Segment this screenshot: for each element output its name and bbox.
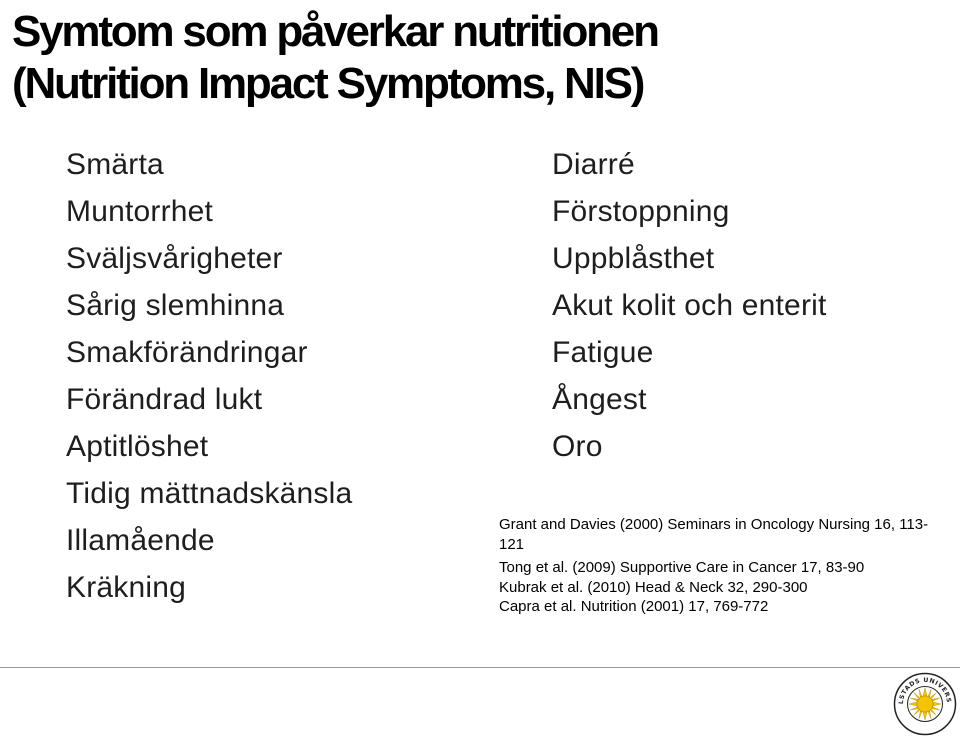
reference-item: Kubrak et al. (2010) Head & Neck 32, 290-300: [499, 578, 808, 596]
list-item: Ångest: [552, 383, 647, 416]
university-logo: [893, 672, 957, 736]
list-item: Illamående: [66, 524, 215, 557]
slide-title: [12, 6, 658, 110]
slide-title-line-1: Symtom som påverkar nutritionen: [12, 7, 658, 56]
footer-divider: [0, 667, 960, 668]
symptom-list-right: [552, 141, 827, 470]
list-item: Oro: [552, 430, 603, 463]
list-item: Smakförändringar: [66, 336, 308, 369]
reference-item: Grant and Davies (2000) Seminars in Oncology Nursing 16, 113-121: [499, 516, 929, 553]
reference-item: Capra et al. Nutrition (2001) 17, 769-772: [499, 598, 769, 615]
list-item: Uppblåsthet: [552, 242, 715, 275]
list-item: Tidig mättnadskänsla: [66, 477, 353, 510]
list-item: Kräkning: [66, 571, 187, 604]
list-item: Akut kolit och enterit: [552, 289, 827, 322]
list-item: Förändrad lukt: [66, 383, 263, 416]
sun-seal-icon: [893, 672, 957, 736]
list-item: Diarré: [552, 148, 635, 181]
list-item: Fatigue: [552, 336, 654, 369]
list-item: Förstoppning: [552, 195, 730, 228]
symptom-list-left: [66, 141, 352, 611]
reference-item: Tong et al. (2009) Supportive Care in Cancer 17, 83-90: [499, 559, 865, 576]
list-item: Sväljsvårigheter: [66, 242, 283, 275]
list-item: Aptitlöshet: [66, 430, 209, 463]
slide-title-line-2: (Nutrition Impact Symptoms, NIS): [12, 59, 644, 108]
svg-text:KARLSTADS UNIVERSITET: LSTADS UNIVERS: [897, 676, 953, 705]
reference-list: [499, 515, 949, 617]
list-item: Muntorrhet: [66, 195, 214, 228]
list-item: Smärta: [66, 148, 164, 181]
list-item: Sårig slemhinna: [66, 289, 285, 322]
